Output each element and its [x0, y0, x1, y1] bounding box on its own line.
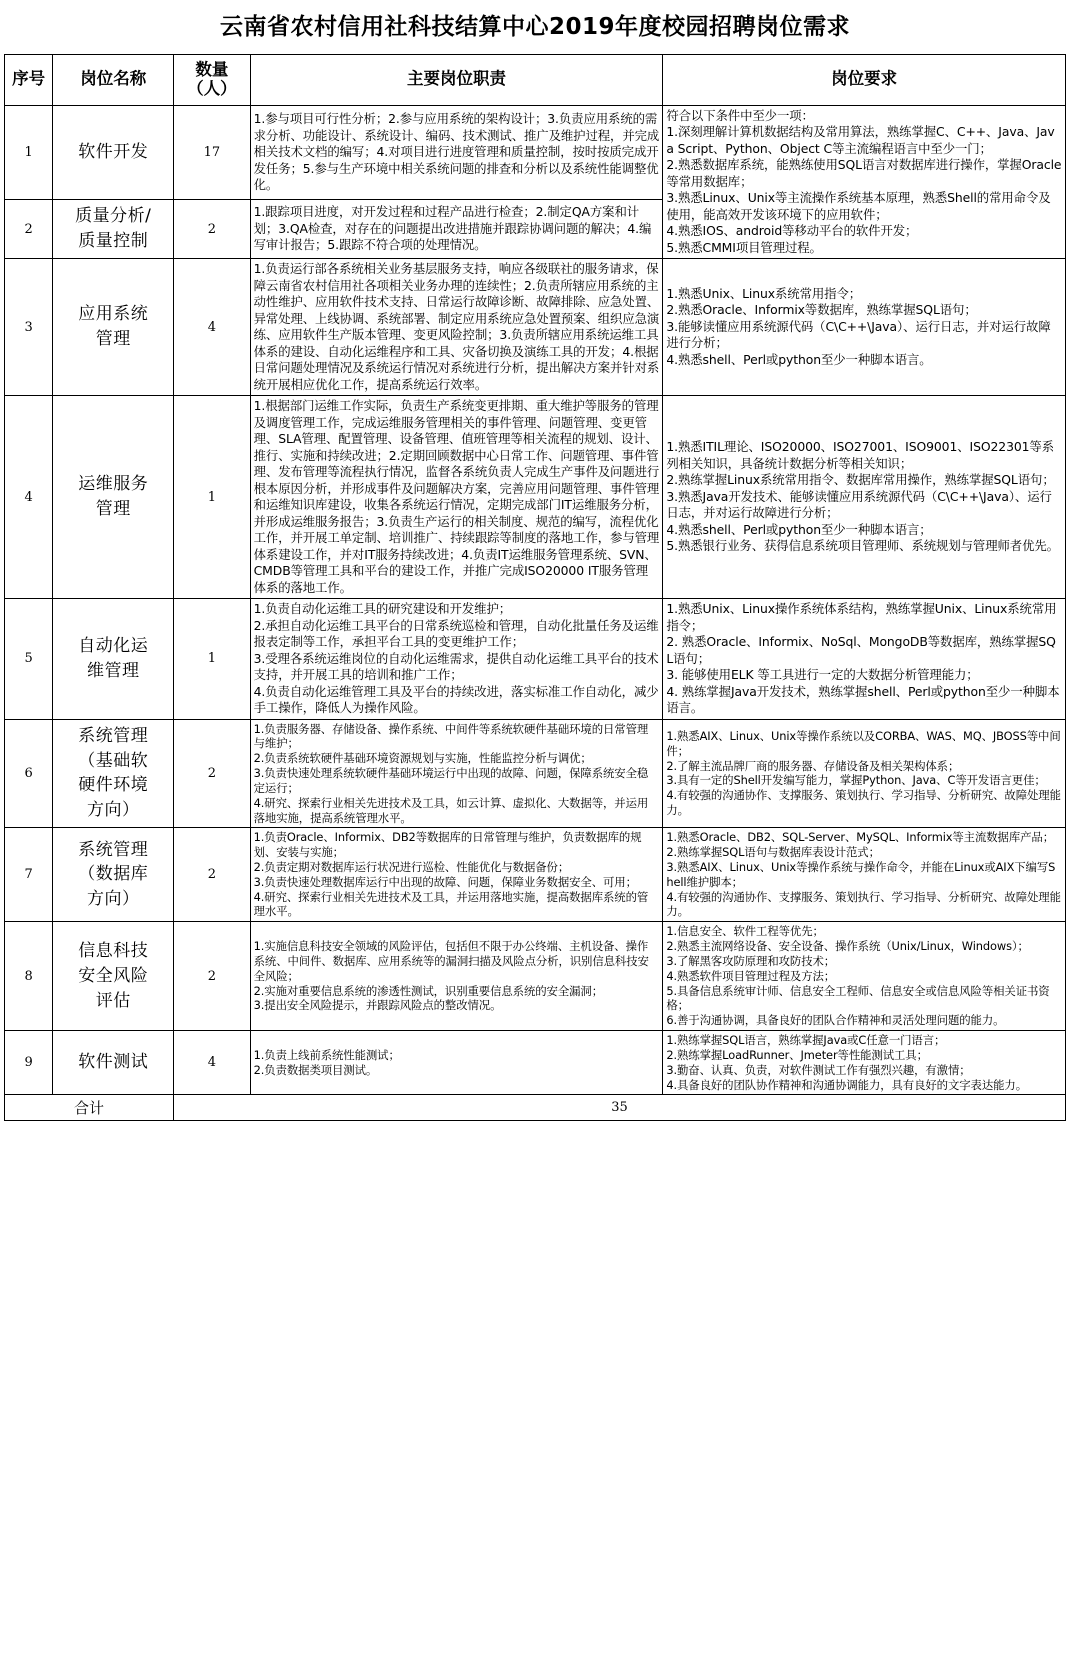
position-name-line: 评估 — [95, 990, 131, 1011]
cell-duties — [250, 719, 663, 828]
position-name-line: 信息科技 — [78, 941, 149, 962]
position-name-line: 系统管理 — [78, 839, 149, 860]
duty-line: 1.负责服务器、存储设备、操作系统、中间件等系统软硬件基础环境的日常管理与维护； — [253, 721, 649, 751]
requirement-line: 5.熟悉CMMI项目管理过程。 — [666, 239, 822, 255]
requirement-line: 4.有较强的沟通协作、支撑服务、策划执行、学习指导、分析研究、故障处理能力。 — [666, 889, 1061, 919]
cell-duties — [250, 105, 663, 200]
table-row — [5, 259, 1066, 396]
header-qty-line2: （人） — [187, 78, 237, 98]
duty-line: 1.跟踪项目进度，对开发过程和过程产品进行检查；2.制定QA方案和计划；3.QA检查，对存在的问题提出改进措施并跟踪协调问题的解决；4.编写审计报告；5.跟踪不符合项的处理情况。 — [253, 204, 652, 253]
requirement-line: 4.熟悉shell、Perl或python至少一种脚本语言。 — [666, 351, 932, 367]
position-name-line: 自动化运 — [78, 636, 149, 657]
requirement-line: 3.能够读懂应用系统源代码（C\C++\Java）、运行日志，并对运行故障进行分析； — [666, 318, 1051, 351]
cell-no: 7 — [5, 828, 53, 922]
header-name: 岗位名称 — [53, 54, 174, 105]
cell-position-name — [53, 1031, 174, 1095]
cell-no: 9 — [5, 1031, 53, 1095]
requirement-line: 3.具有一定的Shell开发编写能力，掌握Python、Java、C等开发语言更佳； — [666, 773, 1046, 788]
cell-position-name — [53, 719, 174, 828]
duty-line: 3.受理各系统运维岗位的自动化运维需求，提供自动化运维工具平台的技术支持，并开展工具的培训和推广工作； — [253, 650, 659, 683]
header-qty — [174, 54, 251, 105]
duty-line: 2.承担自动化运维工具平台的日常系统巡检和管理，自动化批量任务及运维报表定制等工作，承担平台工具的变更维护工作； — [253, 617, 659, 650]
position-name-line: 安全风险 — [78, 965, 149, 986]
requirement-line: 1.熟悉Unix、Linux操作系统体系结构，熟练掌握Unix、Linux系统常用指令； — [666, 601, 1057, 633]
requirement-line: 3.勤奋、认真、负责，对软件测试工作有强烈兴趣，有激情； — [666, 1062, 971, 1077]
position-name-line: 软件测试 — [78, 1052, 149, 1073]
cell-requirements — [663, 922, 1066, 1031]
cell-quantity: 17 — [174, 105, 251, 200]
requirement-line: 2.熟悉数据库系统，能熟练使用SQL语言对数据库进行操作，掌握Oracle等常用数据库； — [666, 157, 1062, 189]
header-req: 岗位要求 — [663, 54, 1066, 105]
table-row — [5, 828, 1066, 922]
table-body — [5, 105, 1066, 1095]
duty-line: 4.负责自动化运维管理工具及平台的持续改进，落实标准工作自动化，减少手工操作，降低人为操作风险。 — [253, 683, 659, 716]
table-row — [5, 719, 1066, 828]
requirement-line: 3.了解黑客攻防原理和攻防技术； — [666, 953, 836, 968]
position-name-line: 系统管理 — [78, 726, 149, 747]
total-row — [5, 1095, 1066, 1121]
cell-duties — [250, 922, 663, 1031]
cell-no: 1 — [5, 105, 53, 200]
cell-quantity: 1 — [174, 396, 251, 599]
requirement-line: 1.信息安全、软件工程等优先； — [666, 924, 824, 939]
cell-position-name — [53, 105, 174, 200]
position-name-line: （基础软 — [78, 750, 149, 771]
requirement-line: 1.熟悉Oracle、DB2、SQL-Server、MySQL、Informix等主流数据库产品； — [666, 830, 1055, 845]
requirement-line: 1.熟悉Unix、Linux系统常用指令； — [666, 285, 862, 301]
requirement-line: 4.熟悉软件项目管理过程及方法； — [666, 968, 836, 983]
duty-line: 1.参与项目可行性分析；2.参与应用系统的架构设计；3.负责应用系统的需求分析、功能设计、系统设计、编码、技术测试、推广及维护过程，并完成相关技术文档的编写；4.对项目进行进度管理和质量控制，按时按质完成开发任务；5.参与生产环境中相关系统问题的排查和分析以及系统性能调整优化。 — [253, 111, 660, 193]
header-row — [5, 54, 1066, 105]
requirement-line: 5.具备信息系统审计师、信息安全工程师、信息安全或信息风险等相关证书资格； — [666, 983, 1050, 1013]
position-name-line: 维管理 — [86, 660, 140, 681]
requirement-line: 6.善于沟通协调，具备良好的团队合作精神和灵活处理问题的能力。 — [666, 1013, 1005, 1028]
cell-no: 2 — [5, 200, 53, 259]
cell-quantity: 4 — [174, 1031, 251, 1095]
requirement-line: 4.具备良好的团队协作精神和沟通协调能力，具有良好的文字表达能力。 — [666, 1077, 1028, 1092]
duty-line: 1.负责Oracle、Informix、DB2等数据库的日常管理与维护，负责数据库的规划、安装与实施； — [253, 830, 642, 860]
cell-duties — [250, 1031, 663, 1095]
cell-quantity: 4 — [174, 259, 251, 396]
requirement-line: 2.熟练掌握LoadRunner、Jmeter等性能测试工具； — [666, 1047, 928, 1062]
position-name-line: 软件开发 — [78, 142, 149, 162]
requirement-line: 4.熟悉IOS、android等移动平台的软件开发； — [666, 223, 918, 239]
requirement-line: 1.深刻理解计算机数据结构及常用算法，熟练掌握C、C++、Java、Java Script、Python、Object C等主流编程语言中至少一门； — [666, 124, 1055, 156]
duty-line: 1.根据部门运维工作实际，负责生产系统变更排期、重大维护等服务的管理及调度管理工作，完成运维服务管理相关的事件管理、问题管理、变更管理、SLA管理、配置管理、设备管理、值班管理等相关流程的规划、设计、推行、实施和持续改进；2.定期回顾数据中心日常工作、问题管理、事件管理、发布管理等流程执行情况，监督各系统负责人完成生产事件及问题进行根本原因分析，并形成事件及问题解决方案，完善应用问题管理、事件管理和运维知识库建设，收集各系统运行情况，定期完成部门IT运维服务分析，并形成运维服务报告；3.负责生产运行的相关制度、规范的编写，流程优化工作，并开展工单定制、培训推广、持续跟踪等制度的落地工作，参与管理体系建设工作，并对IT服务持续改进；4.负责IT运维服务管理系统、SVN、CMDB等管理工具和平台的建设工作，并推广完成ISO20000 IT服务管理体系的落地工作。 — [253, 398, 660, 595]
position-name-line: 硬件环境 — [78, 775, 149, 796]
cell-duties — [250, 599, 663, 720]
duty-line: 1.负责上线前系统性能测试； — [253, 1047, 400, 1062]
cell-requirements — [663, 599, 1066, 720]
cell-no: 6 — [5, 719, 53, 828]
cell-position-name — [53, 200, 174, 259]
position-name-line: 管理 — [95, 499, 131, 520]
duty-line: 1.实施信息科技安全领域的风险评估，包括但不限于办公终端、主机设备、操作系统、中间件、数据库、应用系统等的漏洞扫描及风险点分析，识别信息科技安全风险； — [253, 939, 649, 983]
requirement-line: 4. 熟练掌握Java开发技术，熟练掌握shell、Perl或python至少一种脚本语言。 — [666, 683, 1060, 716]
cell-quantity: 2 — [174, 828, 251, 922]
position-name-line: 质量控制 — [78, 231, 149, 252]
cell-quantity: 2 — [174, 922, 251, 1031]
position-name-line: 质量分析/ — [75, 206, 152, 227]
requirement-line: 3.熟悉Linux、Unix等主流操作系统基本原理，熟悉Shell的常用命令及使用，能高效开发该环境下的应用软件； — [666, 190, 1051, 222]
requirement-line: 3. 能够使用ELK 等工具进行一定的大数据分析管理能力； — [666, 667, 979, 683]
cell-quantity: 2 — [174, 719, 251, 828]
cell-position-name — [53, 259, 174, 396]
requirement-line: 2.熟悉Oracle、Informix等数据库，熟练掌握SQL语句； — [666, 302, 977, 318]
requirement-line: 符合以下条件中至少一项： — [666, 107, 814, 123]
duty-line: 2.实施对重要信息系统的渗透性测试，识别重要信息系统的安全漏洞； — [253, 983, 603, 998]
requirement-line: 4.熟悉shell、Perl或python至少一种脚本语言； — [666, 521, 932, 537]
cell-requirements — [663, 396, 1066, 599]
cell-quantity: 1 — [174, 599, 251, 720]
cell-position-name — [53, 828, 174, 922]
duty-line: 2.负责系统软硬件基础环境资源规划与实施，性能监控分析与调优； — [253, 751, 592, 766]
duty-line: 2.负责定期对数据库运行状况进行巡检、性能优化与数据备份； — [253, 859, 570, 874]
table-row — [5, 1031, 1066, 1095]
requirement-line: 2.熟悉主流网络设备、安全设备、操作系统（Unix/Linux，Windows）； — [666, 939, 1029, 954]
requirement-line: 1.熟练掌握SQL语言，熟练掌握Java或C任意一门语言； — [666, 1033, 946, 1048]
duty-line: 4.研究、探索行业相关先进技术及工具，如云计算、虚拟化、大数据等，并运用落地实施，提高系统管理水平。 — [253, 795, 649, 825]
position-name-line: 运维服务 — [78, 474, 149, 495]
table-footer — [5, 1095, 1066, 1121]
duty-line: 3.提出安全风险提示，并跟踪风险点的整改情况。 — [253, 998, 502, 1013]
cell-position-name — [53, 599, 174, 720]
total-label: 合计 — [5, 1095, 174, 1121]
table-row — [5, 105, 1066, 200]
cell-duties — [250, 396, 663, 599]
duty-line: 3.负责快速处理数据库运行中出现的故障、问题，保障业务数据安全、可用； — [253, 874, 637, 889]
table-header — [5, 54, 1066, 105]
cell-duties — [250, 200, 663, 259]
table-row — [5, 599, 1066, 720]
position-name-line: （数据库 — [78, 864, 149, 885]
cell-no: 4 — [5, 396, 53, 599]
requirement-line: 2.了解主流品牌厂商的服务器、存储设备及相关架构体系； — [666, 758, 960, 773]
cell-no: 3 — [5, 259, 53, 396]
requirement-line: 3.熟悉Java开发技术、能够读懂应用系统源代码（C\C++\Java）、运行日志，并对运行故障进行分析； — [666, 488, 1052, 521]
requirement-line: 2. 熟悉Oracle、Informix、NoSql、MongoDB等数据库，熟练掌握SQL语句； — [666, 634, 1056, 666]
cell-no: 8 — [5, 922, 53, 1031]
duty-line: 3.负责快速处理系统软硬件基础环境运行中出现的故障、问题，保障系统安全稳定运行； — [253, 766, 649, 795]
header-duty: 主要岗位职责 — [250, 54, 663, 105]
page-title: 云南省农村信用社科技结算中心2019年度校园招聘岗位需求 — [219, 14, 850, 40]
requirement-line: 2.熟练掌握Linux系统常用指令、数据库常用操作，熟练掌握SQL语句； — [666, 472, 1055, 488]
requirement-line: 3.熟悉AIX、Linux、Unix等操作系统与操作命令，并能在Linux或AIX下编写Shell维护脚本； — [666, 859, 1056, 889]
cell-requirements — [663, 719, 1066, 828]
cell-position-name — [53, 922, 174, 1031]
cell-requirements — [663, 105, 1066, 259]
duty-line: 1.负责运行部各系统相关业务基层服务支持，响应各级联社的服务请求，保障云南省农村信用社各项相关业务办理的连续性；2.负责所辖应用系统的主动性维护、应用软件技术支持、日常运行故障诊断、故障排除、应急处置、异常处理、上线协调、系统部署、制定应用系统应急处置预案、组织应急演练、应用软件生产版本管理、变更风险控制；3.负责所辖应用系统运维工具体系的建设、自动化运维程序和工具、灾备切换及演练工具的开发；4.根据日常问题处理情况及系统运行情况对系统进行分析，提出解决方案并针对系统开展相应优化工作，提高系统运行效率。 — [253, 261, 660, 392]
cell-requirements — [663, 828, 1066, 922]
duty-line: 4.研究、探索行业相关先进技术及工具，并运用落地实施，提高数据库系统的管理水平。 — [253, 889, 649, 919]
requirement-line: 1.熟悉AIX、Linux、Unix等操作系统以及CORBA、WAS、MQ、JBOSS等中间件； — [666, 728, 1061, 758]
requirement-line: 4.有较强的沟通协作、支撑服务、策划执行、学习指导、分析研究、故障处理能力。 — [666, 788, 1061, 818]
header-qty-line1: 数量 — [195, 59, 229, 79]
total-value: 35 — [174, 1095, 1066, 1121]
position-name-line: 应用系统 — [78, 304, 149, 325]
cell-duties — [250, 259, 663, 396]
cell-duties — [250, 828, 663, 922]
requirement-line: 2.熟练掌握SQL语句与数据库表设计范式； — [666, 845, 880, 860]
requirement-line: 5.熟悉银行业务、获得信息系统项目管理师、系统规划与管理师者优先。 — [666, 538, 1059, 554]
duty-line: 1.负责自动化运维工具的研究建设和开发维护； — [253, 601, 512, 617]
recruitment-table — [4, 54, 1066, 1122]
cell-position-name — [53, 396, 174, 599]
header-no: 序号 — [5, 54, 53, 105]
position-name-line: 管理 — [95, 329, 131, 350]
table-row — [5, 922, 1066, 1031]
cell-no: 5 — [5, 599, 53, 720]
position-name-line: 方向） — [86, 889, 140, 910]
table-row — [5, 396, 1066, 599]
duty-line: 2.负责数据类项目测试。 — [253, 1062, 378, 1077]
cell-quantity: 2 — [174, 200, 251, 259]
cell-requirements — [663, 1031, 1066, 1095]
position-name-line: 方向） — [86, 800, 140, 821]
cell-requirements — [663, 259, 1066, 396]
requirement-line: 1.熟悉ITIL理论、ISO20000、ISO27001、ISO9001、ISO22301等系列相关知识，具备统计数据分析等相关知识； — [666, 439, 1055, 471]
